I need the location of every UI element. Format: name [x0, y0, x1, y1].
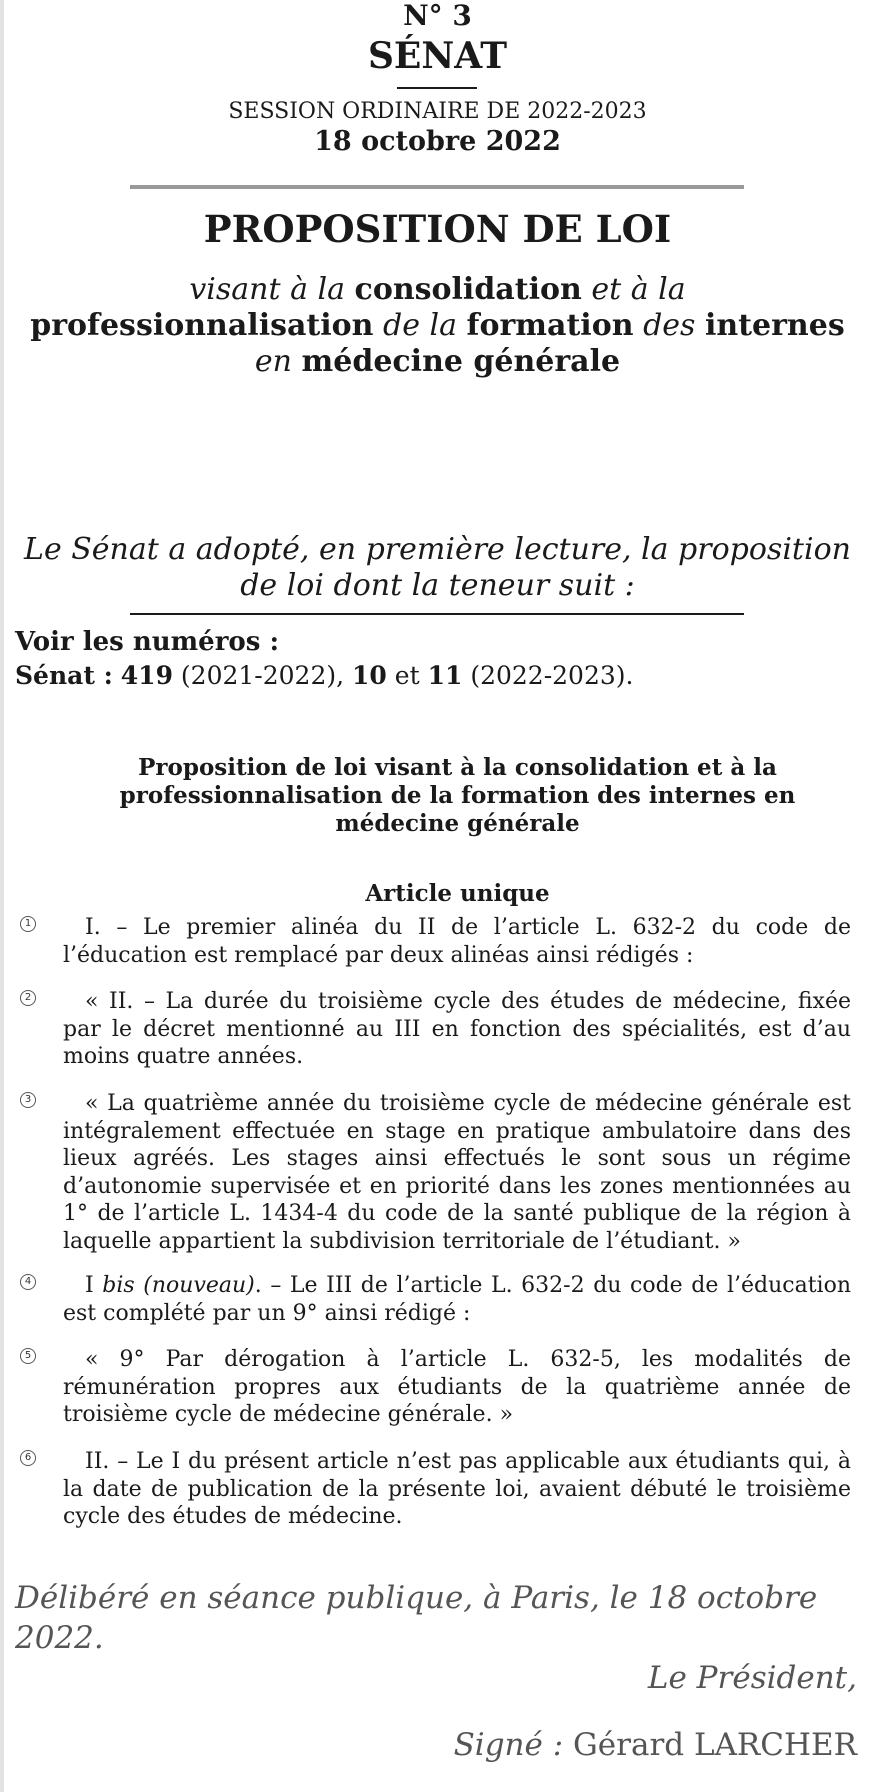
subject-part: visant à la: [189, 272, 355, 307]
subject-part: médecine générale: [301, 344, 621, 379]
subject-part: et à la: [581, 272, 686, 307]
adoption-statement: Le Sénat a adopté, en première lecture, la proposition de loi dont la teneur suit :: [24, 532, 851, 603]
alinea-6: II. – Le I du présent article n’est pas applicable aux étudiants qui, à la date de publication de la présente loi, avaient débuté le troisième cycle des études de médecine.: [63, 1449, 851, 1529]
deliberation-statement: Délibéré en séance publique, à Paris, le 18 octobre 2022.: [15, 1580, 818, 1656]
header-divider: [130, 185, 744, 189]
alinea-5: « 9° Par dérogation à l’article L. 632-5, les modalités de rémunération propres aux étudiants de la quatrième année de troisième cycle de médecine générale. »: [63, 1347, 851, 1427]
subject-part: en: [254, 344, 302, 379]
reference-number: 11: [427, 661, 463, 690]
alinea-2: « II. – La durée du troisième cycle des études de médecine, fixée par le décret mentionné au III en fonction des spécialités, est d’au moins quatre années.: [63, 989, 851, 1069]
alinea-3: « La quatrième année du troisième cycle de médecine générale est intégralement effectuée en stage en pratique ambulatoire dans des lieux agréés. Les stages ainsi effectués le sont sous un régime d’autonomie supervisée et en priorité dans les zones mentionnées au 1° de l’article L. 1434-4 du code de la santé publique de la région à laquelle appartient la subdivision territoriale de l’étudiant. »: [63, 1091, 851, 1254]
references-title: Voir les numéros :: [15, 627, 280, 657]
alinea-prefix: I: [85, 1273, 103, 1298]
reference-number: 10: [352, 661, 387, 690]
references-line: [15, 660, 633, 692]
alinea-italic: bis (nouveau): [102, 1273, 255, 1298]
reference-year: (2022-2023).: [470, 661, 634, 690]
subject-part: des: [633, 308, 705, 343]
signed-label: Signé :: [453, 1727, 564, 1763]
document-number: N° 3: [403, 0, 472, 32]
alinea-marker: 3: [20, 1092, 36, 1108]
subject-part: formation: [466, 308, 634, 343]
alinea-1: I. – Le premier alinéa du II de l’article L. 632-2 du code de l’éducation est remplacé par deux alinéas ainsi rédigés :: [63, 915, 851, 968]
reference-year: (2021-2022),: [180, 661, 345, 690]
chamber-name: SÉNAT: [367, 35, 508, 77]
subject-part: professionnalisation: [30, 308, 374, 343]
document-type: PROPOSITION DE LOI: [203, 207, 672, 251]
signatory-name: Gérard LARCHER: [573, 1727, 857, 1763]
alinea-marker: 6: [20, 1450, 36, 1466]
alinea-4: [63, 1272, 851, 1327]
president-title: Le Président,: [647, 1660, 857, 1696]
adoption-divider: [130, 613, 744, 615]
alinea-marker: 5: [20, 1348, 36, 1364]
document-subject: [20, 272, 855, 380]
alinea-text: . – Le III de l’article L. 632-2 du code de l’éducation est complété par un 9° ainsi rédigé :: [63, 1273, 851, 1326]
alinea-marker: 2: [20, 990, 36, 1006]
reference-number: 419: [120, 661, 173, 690]
subject-part: consolidation: [354, 272, 582, 307]
session-label: SESSION ORDINAIRE DE 2022-2023: [228, 99, 647, 124]
document-date: 18 octobre 2022: [314, 126, 561, 157]
signature-line: [454, 1725, 857, 1765]
subject-part: de la: [373, 308, 467, 343]
article-title: Article unique: [365, 880, 550, 907]
subject-part: internes: [704, 308, 845, 343]
short-divider: [397, 87, 477, 89]
alinea-marker: 1: [20, 916, 36, 932]
alinea-marker: 4: [20, 1274, 36, 1290]
reference-conjunction: et: [394, 661, 420, 690]
proposition-title: Proposition de loi visant à la consolidation et à la professionnalisation de la formation des internes en médecine générale: [119, 754, 796, 837]
senat-label: Sénat :: [15, 661, 113, 690]
